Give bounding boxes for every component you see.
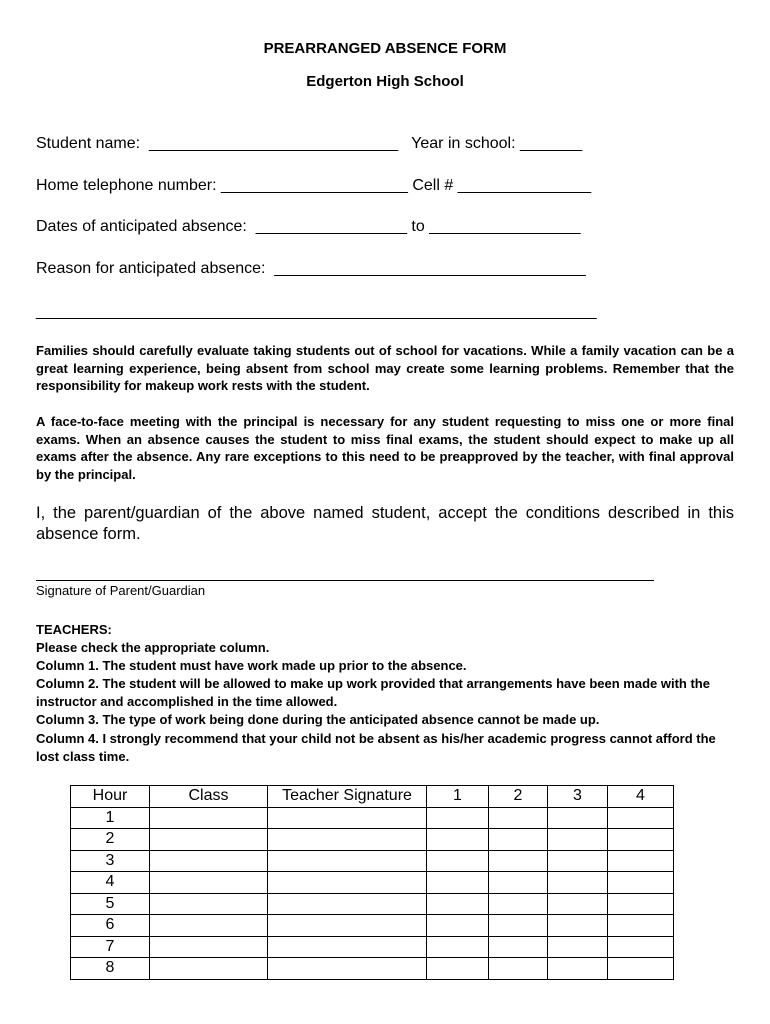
hour-cell: 4 [71, 872, 150, 894]
column-4-check-cell[interactable] [608, 893, 674, 915]
class-cell[interactable] [150, 829, 268, 851]
column-2-check-cell[interactable] [489, 958, 548, 980]
column-3-check-cell[interactable] [548, 829, 608, 851]
teacher-signature-cell[interactable] [268, 807, 427, 829]
column-2-check-cell[interactable] [489, 807, 548, 829]
absence-reason-continued-field[interactable]: _______________________________________________________________ [36, 303, 597, 320]
column-2-check-cell[interactable] [489, 872, 548, 894]
teachers-heading: TEACHERS: [36, 622, 112, 637]
column-1-check-cell[interactable] [427, 915, 489, 937]
column-2-header: 2 [489, 786, 548, 808]
absence-dates-field[interactable]: Dates of anticipated absence: _________________ to _________________ [36, 218, 581, 235]
teacher-signature-cell[interactable] [268, 936, 427, 958]
column-2-check-cell[interactable] [489, 936, 548, 958]
column-4-check-cell[interactable] [608, 850, 674, 872]
column-3-check-cell[interactable] [548, 936, 608, 958]
table-row [71, 958, 674, 980]
absence-reason-field[interactable]: Reason for anticipated absence: ___________________________________ [36, 260, 586, 277]
table-row [71, 850, 674, 872]
school-name: Edgerton High School [306, 73, 464, 90]
table-row [71, 915, 674, 937]
teacher-signature-cell[interactable] [268, 893, 427, 915]
class-cell[interactable] [150, 936, 268, 958]
column-3-check-cell[interactable] [548, 807, 608, 829]
hour-header: Hour [71, 786, 150, 808]
column-4-description: Column 4. I strongly recommend that your child not be absent as his/her academic progress cannot afford the lost class time. [36, 730, 716, 764]
column-3-description: Column 3. The type of work being done during the anticipated absence cannot be made up. [36, 712, 600, 728]
table-row [71, 872, 674, 894]
column-2-description: Column 2. The student will be allowed to make up work provided that arrangements have been made with the instructor and accomplished in the time allowed. [36, 676, 710, 710]
teacher-signature-header: Teacher Signature [268, 786, 427, 808]
teacher-signature-cell[interactable] [268, 915, 427, 937]
class-cell[interactable] [150, 872, 268, 894]
form-title: PREARRANGED ABSENCE FORM [263, 40, 507, 57]
home-telephone-field[interactable]: Home telephone number: _____________________ Cell # _______________ [36, 177, 592, 194]
hour-cell: 7 [71, 936, 150, 958]
column-4-header: 4 [608, 786, 674, 808]
column-2-check-cell[interactable] [489, 850, 548, 872]
column-3-check-cell[interactable] [548, 850, 608, 872]
table-row [71, 807, 674, 829]
teacher-instructions [36, 621, 736, 766]
hour-cell: 5 [71, 893, 150, 915]
column-3-header: 3 [548, 786, 608, 808]
teacher-signature-cell[interactable] [268, 829, 427, 851]
table-body [71, 807, 674, 979]
column-1-check-cell[interactable] [427, 958, 489, 980]
column-3-check-cell[interactable] [548, 893, 608, 915]
column-4-check-cell[interactable] [608, 915, 674, 937]
column-4-check-cell[interactable] [608, 936, 674, 958]
column-1-description: Column 1. The student must have work made up prior to the absence. [36, 658, 467, 674]
class-cell[interactable] [150, 915, 268, 937]
column-3-check-cell[interactable] [548, 915, 608, 937]
hour-cell: 2 [71, 829, 150, 851]
teacher-signature-table [70, 785, 674, 980]
column-1-check-cell[interactable] [427, 872, 489, 894]
column-4-check-cell[interactable] [608, 807, 674, 829]
column-4-check-cell[interactable] [608, 958, 674, 980]
class-header: Class [150, 786, 268, 808]
teacher-signature-cell[interactable] [268, 850, 427, 872]
parent-statement: I, the parent/guardian of the above named student, accept the conditions described in this absence form. [36, 504, 734, 543]
column-4-check-cell[interactable] [608, 872, 674, 894]
hour-cell: 3 [71, 850, 150, 872]
signature-label: Signature of Parent/Guardian [36, 583, 206, 598]
table-row [71, 829, 674, 851]
column-1-header: 1 [427, 786, 489, 808]
class-cell[interactable] [150, 893, 268, 915]
column-1-check-cell[interactable] [427, 829, 489, 851]
column-2-check-cell[interactable] [489, 915, 548, 937]
table-row [71, 936, 674, 958]
hour-cell: 6 [71, 915, 150, 937]
teacher-signature-cell[interactable] [268, 958, 427, 980]
column-3-check-cell[interactable] [548, 872, 608, 894]
column-1-check-cell[interactable] [427, 936, 489, 958]
class-cell[interactable] [150, 850, 268, 872]
column-1-check-cell[interactable] [427, 807, 489, 829]
teacher-signature-cell[interactable] [268, 872, 427, 894]
parent-signature-line[interactable] [36, 580, 654, 581]
column-4-check-cell[interactable] [608, 829, 674, 851]
teachers-instruction: Please check the appropriate column. [36, 640, 270, 656]
column-1-check-cell[interactable] [427, 893, 489, 915]
hour-cell: 1 [71, 807, 150, 829]
column-1-check-cell[interactable] [427, 850, 489, 872]
class-cell[interactable] [150, 807, 268, 829]
vacation-paragraph: Families should carefully evaluate taking students out of school for vacations. While a family vacation can be a great learning experience, being absent from school may create some learning problems. Remember that the responsibility for makeup work rests with the student. [36, 343, 734, 394]
final-exam-paragraph: A face-to-face meeting with the principal is necessary for any student requesting to miss one or more final exams. When an absence causes the student to miss final exams, the student should expect to make up all exams after the absence. Any rare exceptions to this need to be preapproved by the teacher, with final approval by the principal. [36, 414, 734, 483]
class-cell[interactable] [150, 958, 268, 980]
column-2-check-cell[interactable] [489, 829, 548, 851]
table-row [71, 893, 674, 915]
column-3-check-cell[interactable] [548, 958, 608, 980]
column-2-check-cell[interactable] [489, 893, 548, 915]
student-name-field[interactable]: Student name: ____________________________ Year in school: _______ [36, 135, 583, 152]
hour-cell: 8 [71, 958, 150, 980]
table-header-row [71, 786, 674, 808]
